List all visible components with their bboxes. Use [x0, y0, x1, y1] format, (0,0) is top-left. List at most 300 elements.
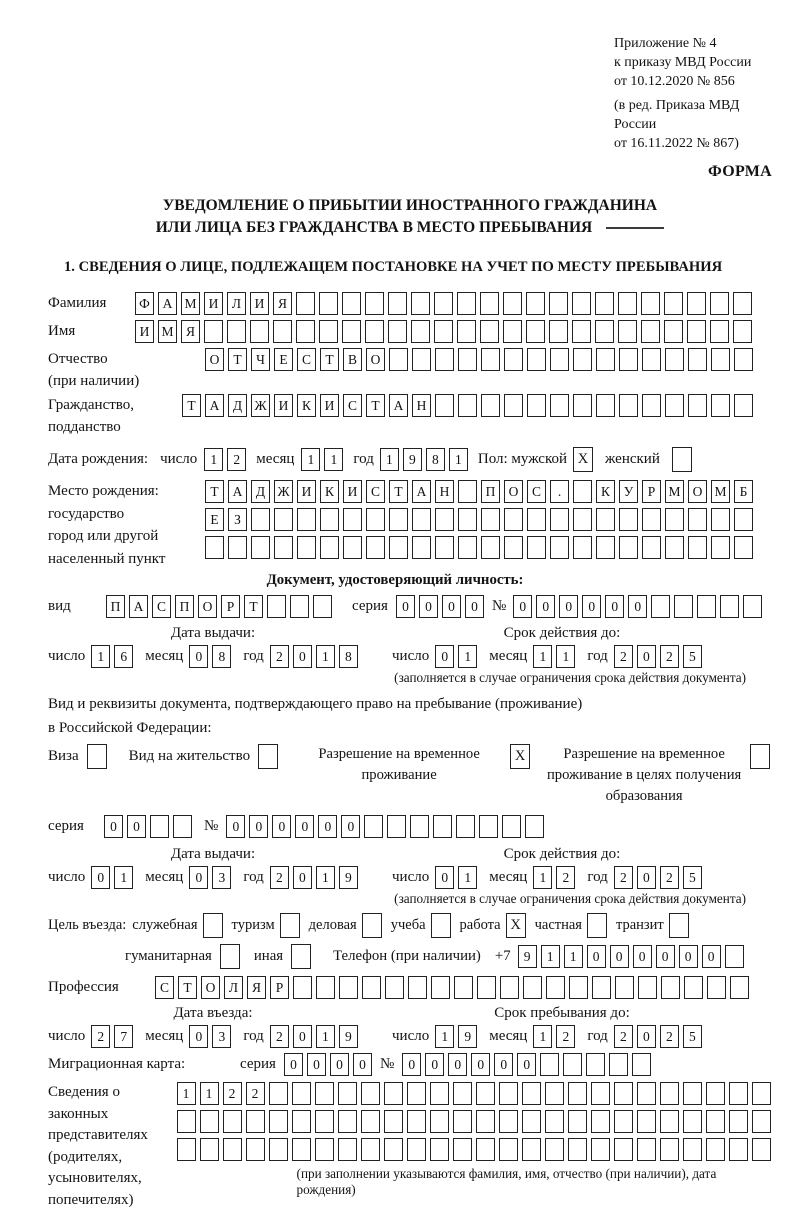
cell[interactable]: [220, 944, 240, 969]
cell[interactable]: [550, 394, 569, 417]
cell[interactable]: [660, 1110, 679, 1133]
cell[interactable]: [660, 1138, 679, 1161]
cell[interactable]: [361, 1110, 380, 1133]
cell[interactable]: [550, 508, 569, 531]
phone-field[interactable]: [518, 945, 744, 968]
cell[interactable]: С: [366, 480, 385, 503]
cell[interactable]: [568, 1138, 587, 1161]
cell[interactable]: И: [297, 480, 316, 503]
cell[interactable]: 0: [442, 595, 461, 618]
cell[interactable]: [385, 976, 404, 999]
cell[interactable]: [504, 394, 523, 417]
cell[interactable]: [614, 1110, 633, 1133]
cell[interactable]: [453, 1110, 472, 1133]
cell[interactable]: [546, 976, 565, 999]
purpose-other-checkbox[interactable]: [291, 944, 311, 969]
cell[interactable]: [200, 1138, 219, 1161]
cell[interactable]: 1: [91, 645, 110, 668]
representatives-row2[interactable]: [177, 1110, 771, 1133]
cell[interactable]: [750, 744, 770, 769]
cell[interactable]: [522, 1082, 541, 1105]
cell[interactable]: [730, 976, 749, 999]
cell[interactable]: А: [412, 480, 431, 503]
cell[interactable]: 2: [270, 866, 289, 889]
cell[interactable]: [687, 292, 706, 315]
cell[interactable]: [407, 1110, 426, 1133]
residence-valid-day-field[interactable]: [435, 866, 477, 889]
cell[interactable]: [586, 1053, 605, 1076]
cell[interactable]: 0: [226, 815, 245, 838]
cell[interactable]: 0: [295, 815, 314, 838]
cell[interactable]: [431, 976, 450, 999]
cell[interactable]: [320, 536, 339, 559]
residence-series-field[interactable]: [104, 815, 192, 838]
cell[interactable]: [706, 1110, 725, 1133]
cell[interactable]: М: [181, 292, 200, 315]
cell[interactable]: [688, 348, 707, 371]
cell[interactable]: 2: [614, 1025, 633, 1048]
cell[interactable]: 0: [293, 866, 312, 889]
cell[interactable]: 0: [679, 945, 698, 968]
cell[interactable]: [280, 913, 300, 938]
cell[interactable]: [504, 536, 523, 559]
cell[interactable]: [177, 1110, 196, 1133]
cell[interactable]: [297, 536, 316, 559]
cell[interactable]: [568, 1110, 587, 1133]
cell[interactable]: [384, 1110, 403, 1133]
birth-year-field[interactable]: [380, 448, 468, 471]
cell[interactable]: [458, 480, 477, 503]
cell[interactable]: 1: [316, 645, 335, 668]
cell[interactable]: [573, 348, 592, 371]
cell[interactable]: [665, 348, 684, 371]
cell[interactable]: [457, 292, 476, 315]
cell[interactable]: [177, 1138, 196, 1161]
cell[interactable]: П: [481, 480, 500, 503]
cell[interactable]: 0: [610, 945, 629, 968]
cell[interactable]: [688, 394, 707, 417]
cell[interactable]: [641, 292, 660, 315]
cell[interactable]: 1: [458, 645, 477, 668]
cell[interactable]: 9: [458, 1025, 477, 1048]
cell[interactable]: [250, 320, 269, 343]
patronymic-field[interactable]: [205, 348, 753, 371]
cell[interactable]: 0: [656, 945, 675, 968]
residence-issue-month-field[interactable]: [189, 866, 231, 889]
cell[interactable]: [227, 320, 246, 343]
entry-month-field[interactable]: [189, 1025, 231, 1048]
cell[interactable]: [481, 508, 500, 531]
cell[interactable]: [388, 292, 407, 315]
stay-year-field[interactable]: [614, 1025, 702, 1048]
cell[interactable]: [642, 348, 661, 371]
cell[interactable]: [642, 536, 661, 559]
cell[interactable]: 1: [316, 866, 335, 889]
cell[interactable]: [407, 1138, 426, 1161]
cell[interactable]: [596, 394, 615, 417]
birth-place-row3[interactable]: [205, 536, 753, 559]
cell[interactable]: [430, 1110, 449, 1133]
cell[interactable]: [251, 536, 270, 559]
cell[interactable]: [387, 815, 406, 838]
cell[interactable]: 5: [683, 866, 702, 889]
cell[interactable]: [609, 1053, 628, 1076]
cell[interactable]: [619, 348, 638, 371]
cell[interactable]: [267, 595, 286, 618]
cell[interactable]: [434, 320, 453, 343]
cell[interactable]: Т: [366, 394, 385, 417]
cell[interactable]: [664, 292, 683, 315]
cell[interactable]: [173, 815, 192, 838]
cell[interactable]: [274, 536, 293, 559]
cell[interactable]: 9: [403, 448, 422, 471]
cell[interactable]: 0: [435, 866, 454, 889]
cell[interactable]: [504, 348, 523, 371]
cell[interactable]: [339, 976, 358, 999]
cell[interactable]: Е: [205, 508, 224, 531]
cell[interactable]: [389, 508, 408, 531]
cell[interactable]: 5: [683, 1025, 702, 1048]
cell[interactable]: А: [389, 394, 408, 417]
purpose-business-checkbox[interactable]: [362, 913, 382, 938]
cell[interactable]: 0: [189, 645, 208, 668]
cell[interactable]: В: [343, 348, 362, 371]
cell[interactable]: 5: [683, 645, 702, 668]
cell[interactable]: [476, 1082, 495, 1105]
cell[interactable]: Я: [247, 976, 266, 999]
cell[interactable]: Т: [320, 348, 339, 371]
cell[interactable]: [523, 976, 542, 999]
cell[interactable]: [706, 1082, 725, 1105]
cell[interactable]: К: [596, 480, 615, 503]
cell[interactable]: [292, 1110, 311, 1133]
cell[interactable]: 0: [637, 866, 656, 889]
cell[interactable]: [296, 292, 315, 315]
cell[interactable]: [388, 320, 407, 343]
cell[interactable]: [203, 913, 223, 938]
cell[interactable]: [733, 320, 752, 343]
cell[interactable]: [412, 348, 431, 371]
cell[interactable]: [453, 1138, 472, 1161]
cell[interactable]: 2: [556, 866, 575, 889]
cell[interactable]: [366, 536, 385, 559]
cell[interactable]: [342, 320, 361, 343]
doc-number-field[interactable]: [513, 595, 762, 618]
cell[interactable]: 0: [702, 945, 721, 968]
cell[interactable]: X: [573, 447, 593, 472]
cell[interactable]: 8: [426, 448, 445, 471]
cell[interactable]: 0: [637, 645, 656, 668]
cell[interactable]: [550, 348, 569, 371]
cell[interactable]: 2: [91, 1025, 110, 1048]
cell[interactable]: [587, 913, 607, 938]
cell[interactable]: 0: [419, 595, 438, 618]
cell[interactable]: [431, 913, 451, 938]
cell[interactable]: А: [129, 595, 148, 618]
cell[interactable]: 1: [200, 1082, 219, 1105]
cell[interactable]: [729, 1110, 748, 1133]
cell[interactable]: И: [274, 394, 293, 417]
cell[interactable]: Б: [734, 480, 753, 503]
cell[interactable]: [435, 508, 454, 531]
cell[interactable]: 0: [559, 595, 578, 618]
cell[interactable]: 2: [270, 645, 289, 668]
cell[interactable]: У: [619, 480, 638, 503]
cell[interactable]: [752, 1138, 771, 1161]
cell[interactable]: 1: [204, 448, 223, 471]
cell[interactable]: [223, 1110, 242, 1133]
cell[interactable]: [711, 348, 730, 371]
cell[interactable]: [549, 292, 568, 315]
purpose-official-checkbox[interactable]: [203, 913, 223, 938]
cell[interactable]: [504, 508, 523, 531]
cell[interactable]: 1: [435, 1025, 454, 1048]
cell[interactable]: [527, 394, 546, 417]
cell[interactable]: [502, 815, 521, 838]
cell[interactable]: С: [343, 394, 362, 417]
name-field[interactable]: [135, 320, 752, 343]
cell[interactable]: [365, 292, 384, 315]
cell[interactable]: 0: [318, 815, 337, 838]
cell[interactable]: [710, 320, 729, 343]
cell[interactable]: Т: [244, 595, 263, 618]
cell[interactable]: 1: [564, 945, 583, 968]
cell[interactable]: 0: [127, 815, 146, 838]
cell[interactable]: [642, 508, 661, 531]
cell[interactable]: [435, 394, 454, 417]
residence-valid-month-field[interactable]: [533, 866, 575, 889]
cell[interactable]: [527, 536, 546, 559]
cell[interactable]: [527, 508, 546, 531]
cell[interactable]: 0: [284, 1053, 303, 1076]
entry-day-field[interactable]: [91, 1025, 133, 1048]
cell[interactable]: 1: [541, 945, 560, 968]
cell[interactable]: [595, 292, 614, 315]
cell[interactable]: И: [135, 320, 154, 343]
temp-residence-checkbox[interactable]: [510, 744, 530, 769]
cell[interactable]: 0: [448, 1053, 467, 1076]
cell[interactable]: Д: [228, 394, 247, 417]
cell[interactable]: [366, 508, 385, 531]
cell[interactable]: [258, 744, 278, 769]
cell[interactable]: [435, 348, 454, 371]
cell[interactable]: 0: [633, 945, 652, 968]
cell[interactable]: 0: [307, 1053, 326, 1076]
cell[interactable]: П: [106, 595, 125, 618]
cell[interactable]: [664, 320, 683, 343]
cell[interactable]: 0: [536, 595, 555, 618]
issue-month-field[interactable]: [189, 645, 231, 668]
cell[interactable]: [480, 292, 499, 315]
cell[interactable]: 2: [223, 1082, 242, 1105]
temp-residence-education-checkbox[interactable]: [750, 744, 770, 769]
cell[interactable]: [481, 348, 500, 371]
cell[interactable]: .: [550, 480, 569, 503]
cell[interactable]: [499, 1110, 518, 1133]
migration-series-field[interactable]: [284, 1053, 372, 1076]
cell[interactable]: 2: [556, 1025, 575, 1048]
cell[interactable]: [412, 536, 431, 559]
cell[interactable]: [665, 394, 684, 417]
cell[interactable]: Н: [435, 480, 454, 503]
purpose-private-checkbox[interactable]: [587, 913, 607, 938]
cell[interactable]: [614, 1138, 633, 1161]
cell[interactable]: Я: [181, 320, 200, 343]
cell[interactable]: [545, 1082, 564, 1105]
cell[interactable]: [550, 536, 569, 559]
cell[interactable]: [592, 976, 611, 999]
cell[interactable]: [618, 320, 637, 343]
valid-month-field[interactable]: [533, 645, 575, 668]
cell[interactable]: [338, 1110, 357, 1133]
cell[interactable]: [456, 815, 475, 838]
cell[interactable]: [364, 815, 383, 838]
cell[interactable]: [433, 815, 452, 838]
cell[interactable]: Т: [389, 480, 408, 503]
cell[interactable]: Т: [178, 976, 197, 999]
cell[interactable]: [525, 815, 544, 838]
cell[interactable]: 0: [396, 595, 415, 618]
cell[interactable]: 0: [513, 595, 532, 618]
cell[interactable]: Т: [228, 348, 247, 371]
cell[interactable]: 0: [637, 1025, 656, 1048]
cell[interactable]: [572, 320, 591, 343]
cell[interactable]: [752, 1082, 771, 1105]
cell[interactable]: [315, 1082, 334, 1105]
cell[interactable]: Ж: [251, 394, 270, 417]
cell[interactable]: 2: [614, 866, 633, 889]
cell[interactable]: [672, 447, 692, 472]
cell[interactable]: [729, 1138, 748, 1161]
cell[interactable]: 1: [114, 866, 133, 889]
cell[interactable]: 0: [605, 595, 624, 618]
cell[interactable]: [661, 976, 680, 999]
cell[interactable]: 1: [458, 866, 477, 889]
cell[interactable]: [205, 536, 224, 559]
doc-kind-field[interactable]: [106, 595, 332, 618]
cell[interactable]: [290, 595, 309, 618]
purpose-study-checkbox[interactable]: [431, 913, 451, 938]
purpose-transit-checkbox[interactable]: [669, 913, 689, 938]
entry-year-field[interactable]: [270, 1025, 358, 1048]
cell[interactable]: [291, 944, 311, 969]
cell[interactable]: [638, 976, 657, 999]
cell[interactable]: [204, 320, 223, 343]
cell[interactable]: [734, 508, 753, 531]
cell[interactable]: [457, 320, 476, 343]
birth-month-field[interactable]: [301, 448, 343, 471]
cell[interactable]: Ж: [274, 480, 293, 503]
cell[interactable]: 0: [435, 645, 454, 668]
valid-day-field[interactable]: [435, 645, 477, 668]
cell[interactable]: [315, 1138, 334, 1161]
cell[interactable]: [481, 394, 500, 417]
cell[interactable]: М: [711, 480, 730, 503]
cell[interactable]: [384, 1082, 403, 1105]
cell[interactable]: [342, 292, 361, 315]
cell[interactable]: С: [152, 595, 171, 618]
residence-valid-year-field[interactable]: [614, 866, 702, 889]
cell[interactable]: [684, 976, 703, 999]
cell[interactable]: [293, 976, 312, 999]
stay-day-field[interactable]: [435, 1025, 477, 1048]
cell[interactable]: И: [320, 394, 339, 417]
cell[interactable]: [389, 348, 408, 371]
cell[interactable]: [641, 320, 660, 343]
cell[interactable]: [522, 1138, 541, 1161]
cell[interactable]: [729, 1082, 748, 1105]
cell[interactable]: [725, 945, 744, 968]
cell[interactable]: Ф: [135, 292, 154, 315]
cell[interactable]: [361, 1138, 380, 1161]
issue-day-field[interactable]: [91, 645, 133, 668]
cell[interactable]: [707, 976, 726, 999]
cell[interactable]: [292, 1138, 311, 1161]
cell[interactable]: [150, 815, 169, 838]
migration-number-field[interactable]: [402, 1053, 651, 1076]
cell[interactable]: [87, 744, 107, 769]
cell[interactable]: [706, 1138, 725, 1161]
cell[interactable]: Р: [221, 595, 240, 618]
cell[interactable]: Р: [642, 480, 661, 503]
cell[interactable]: [365, 320, 384, 343]
cell[interactable]: [573, 508, 592, 531]
cell[interactable]: 0: [341, 815, 360, 838]
cell[interactable]: 2: [246, 1082, 265, 1105]
purpose-humanitarian-checkbox[interactable]: [220, 944, 240, 969]
cell[interactable]: [618, 292, 637, 315]
cell[interactable]: [296, 320, 315, 343]
cell[interactable]: [615, 976, 634, 999]
cell[interactable]: Т: [182, 394, 201, 417]
cell[interactable]: [683, 1138, 702, 1161]
cell[interactable]: 1: [556, 645, 575, 668]
cell[interactable]: О: [198, 595, 217, 618]
cell[interactable]: [430, 1138, 449, 1161]
cell[interactable]: 1: [324, 448, 343, 471]
cell[interactable]: [665, 536, 684, 559]
cell[interactable]: [313, 595, 332, 618]
cell[interactable]: [503, 292, 522, 315]
cell[interactable]: [734, 394, 753, 417]
cell[interactable]: Т: [205, 480, 224, 503]
cell[interactable]: Л: [224, 976, 243, 999]
cell[interactable]: 9: [339, 866, 358, 889]
cell[interactable]: [619, 536, 638, 559]
cell[interactable]: [477, 976, 496, 999]
cell[interactable]: [407, 1082, 426, 1105]
cell[interactable]: [734, 536, 753, 559]
cell[interactable]: [338, 1082, 357, 1105]
cell[interactable]: [435, 536, 454, 559]
birth-day-field[interactable]: [204, 448, 246, 471]
representatives-row3[interactable]: [177, 1138, 771, 1161]
cell[interactable]: [572, 292, 591, 315]
cell[interactable]: [669, 913, 689, 938]
stay-month-field[interactable]: [533, 1025, 575, 1048]
representatives-row1[interactable]: [177, 1082, 771, 1105]
residence-number-field[interactable]: [226, 815, 544, 838]
cell[interactable]: [269, 1082, 288, 1105]
cell[interactable]: 0: [272, 815, 291, 838]
cell[interactable]: 0: [91, 866, 110, 889]
cell[interactable]: [688, 536, 707, 559]
cell[interactable]: [269, 1138, 288, 1161]
cell[interactable]: [458, 536, 477, 559]
cell[interactable]: [479, 815, 498, 838]
cell[interactable]: 0: [330, 1053, 349, 1076]
cell[interactable]: [389, 536, 408, 559]
